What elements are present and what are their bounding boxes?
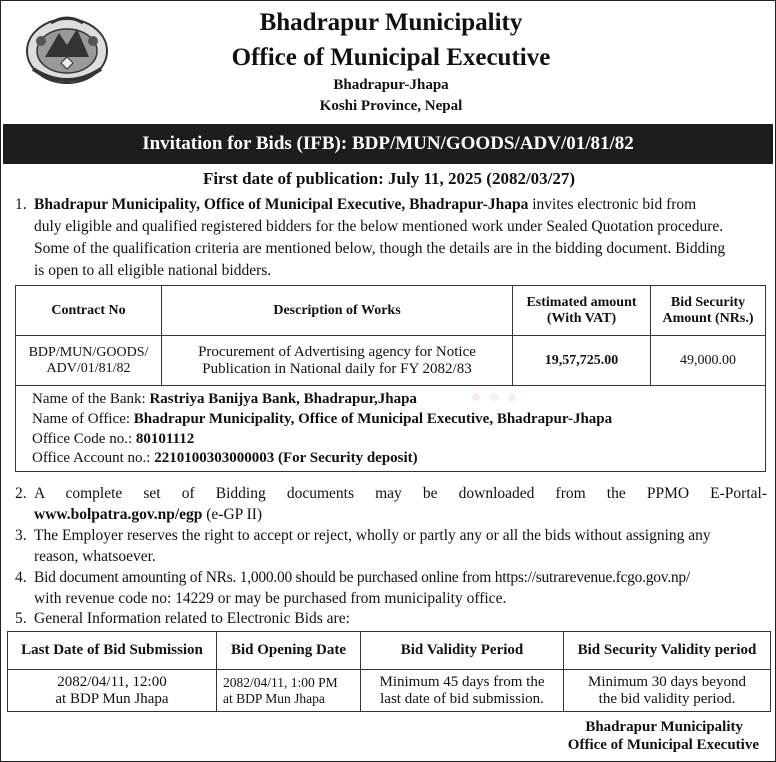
para1-line4: is open to all eligible national bidders. xyxy=(34,262,272,279)
para1-line3: Some of the qualification criteria are mentioned below, though the details are in the bidding document. Bidding xyxy=(34,240,726,257)
cell-description xyxy=(162,336,513,386)
location: Bhadrapur-Jhapa xyxy=(333,77,449,93)
account-no xyxy=(32,448,418,468)
header-contract-no: Contract No xyxy=(16,286,162,336)
para1-line1 xyxy=(34,194,769,216)
header-security-l2: Amount (NRs.) xyxy=(662,310,754,326)
para3-number: 3. xyxy=(15,527,27,544)
para4-number: 4. xyxy=(15,569,27,586)
cell-security-validity xyxy=(564,670,771,712)
bolpatra-link[interactable]: www.bolpatra.gov.np/egp xyxy=(34,506,203,523)
header-security-validity: Bid Security Validity period xyxy=(564,632,771,670)
ifb-banner: Invitation for Bids (IFB): BDP/MUN/GOODS/ADV/01/81/82 xyxy=(3,124,773,164)
header-description: Description of Works xyxy=(162,286,513,336)
header-security-l1: Bid Security xyxy=(670,294,746,310)
cell-contract-no xyxy=(16,336,162,386)
account-value: 2210100303000003 (For Security deposit) xyxy=(154,450,418,466)
office-code xyxy=(32,429,194,449)
bid-table-header xyxy=(8,632,771,670)
cell-validity xyxy=(361,670,564,712)
cell-opening xyxy=(217,670,361,712)
org-name: Bhadrapur Municipality xyxy=(259,9,523,36)
signature-office: Office of Municipal Executive xyxy=(567,737,759,753)
office-value: Bhadrapur Municipality, Office of Municipal Executive, Bhadrapur-Jhapa xyxy=(133,411,613,427)
bank-value: Rastriya Banijya Bank, Bhadrapur,Jhapa xyxy=(149,391,417,407)
link-suffix: (e-GP II) xyxy=(202,506,263,523)
desc-l1: Procurement of Advertising agency for Notice xyxy=(198,343,476,360)
para3-line1: The Employer reserves the right to accept or reject, wholly or partly any or all the bids without assigning any xyxy=(34,527,711,544)
bank-name xyxy=(32,389,417,409)
para5-number: 5. xyxy=(15,610,27,627)
table-row xyxy=(16,336,766,386)
office-name: Office of Municipal Executive xyxy=(231,44,551,71)
security-validity-l2: the bid validity period. xyxy=(598,690,736,707)
nepal-emblem-icon xyxy=(21,11,113,89)
header-submission: Last Date of Bid Submission xyxy=(8,632,217,670)
contract-table-header xyxy=(16,286,766,336)
header-opening: Bid Opening Date xyxy=(217,632,361,670)
publication-date: First date of publication: July 11, 2025 (2082/03/27) xyxy=(202,169,576,188)
cell-security: 49,000.00 xyxy=(651,336,766,386)
opening-l2: at BDP Mun Jhapa xyxy=(223,690,325,706)
para4-line1: Bid document amounting of NRs. 1,000.00 should be purchased online from https://sutrarevenue.fcgo.gov.np/ xyxy=(34,569,690,586)
account-label: Office Account no.: xyxy=(32,450,155,466)
header-amount-l1: Estimated amount xyxy=(526,294,637,310)
security-validity-l1: Minimum 30 days beyond xyxy=(588,673,746,690)
signature-org: Bhadrapur Municipality xyxy=(585,719,743,735)
watermark: • • • xyxy=(471,381,518,414)
header-amount-l2: (With VAT) xyxy=(546,310,617,326)
para1-number: 1. xyxy=(15,196,27,213)
contract-l2: ADV/01/81/82 xyxy=(46,360,131,376)
code-label: Office Code no.: xyxy=(32,431,136,447)
para1-bold-lead: Bhadrapur Municipality, Office of Municipal Executive, Bhadrapur-Jhapa xyxy=(34,196,529,213)
province: Koshi Province, Nepal xyxy=(319,98,463,114)
submission-l1: 2082/04/11, 12:00 xyxy=(57,673,167,690)
para4-line2: with revenue code no: 14229 or may be purchased from municipality office. xyxy=(34,590,507,607)
bid-info-table xyxy=(7,631,771,712)
contract-l1: BDP/MUN/GOODS/ xyxy=(28,344,149,360)
para5-line1: General Information related to Electronic Bids are: xyxy=(34,610,350,627)
submission-l2: at BDP Mun Jhapa xyxy=(55,690,169,707)
para2-number: 2. xyxy=(15,485,27,502)
para3-line2: reason, whatsoever. xyxy=(34,548,156,565)
para2-line1: A complete set of Bidding documents may be downloaded from the PPMO E-Portal- xyxy=(34,485,767,502)
header-security xyxy=(651,286,766,336)
para2-line2 xyxy=(34,504,262,526)
para1-line2: duly eligible and qualified registered bidders for the below mentioned work under Sealed Quotation procedure. xyxy=(34,218,724,235)
office-name-line xyxy=(32,409,612,429)
bank-label: Name of the Bank: xyxy=(32,391,150,407)
validity-l2: last date of bid submission. xyxy=(380,690,544,707)
office-label: Name of Office: xyxy=(32,411,134,427)
desc-l2: Publication in National daily for FY 2082/83 xyxy=(202,360,472,377)
contract-table xyxy=(15,285,766,386)
cell-amount: 19,57,725.00 xyxy=(513,336,651,386)
validity-l1: Minimum 45 days from the xyxy=(379,673,545,690)
header-amount xyxy=(513,286,651,336)
opening-l1: 2082/04/11, 1:00 PM xyxy=(223,674,338,690)
para1-line1-rest: invites electronic bid from xyxy=(528,196,697,213)
table-row xyxy=(8,670,771,712)
code-value: 80101112 xyxy=(135,431,195,447)
header-validity: Bid Validity Period xyxy=(361,632,564,670)
cell-submission xyxy=(8,670,217,712)
